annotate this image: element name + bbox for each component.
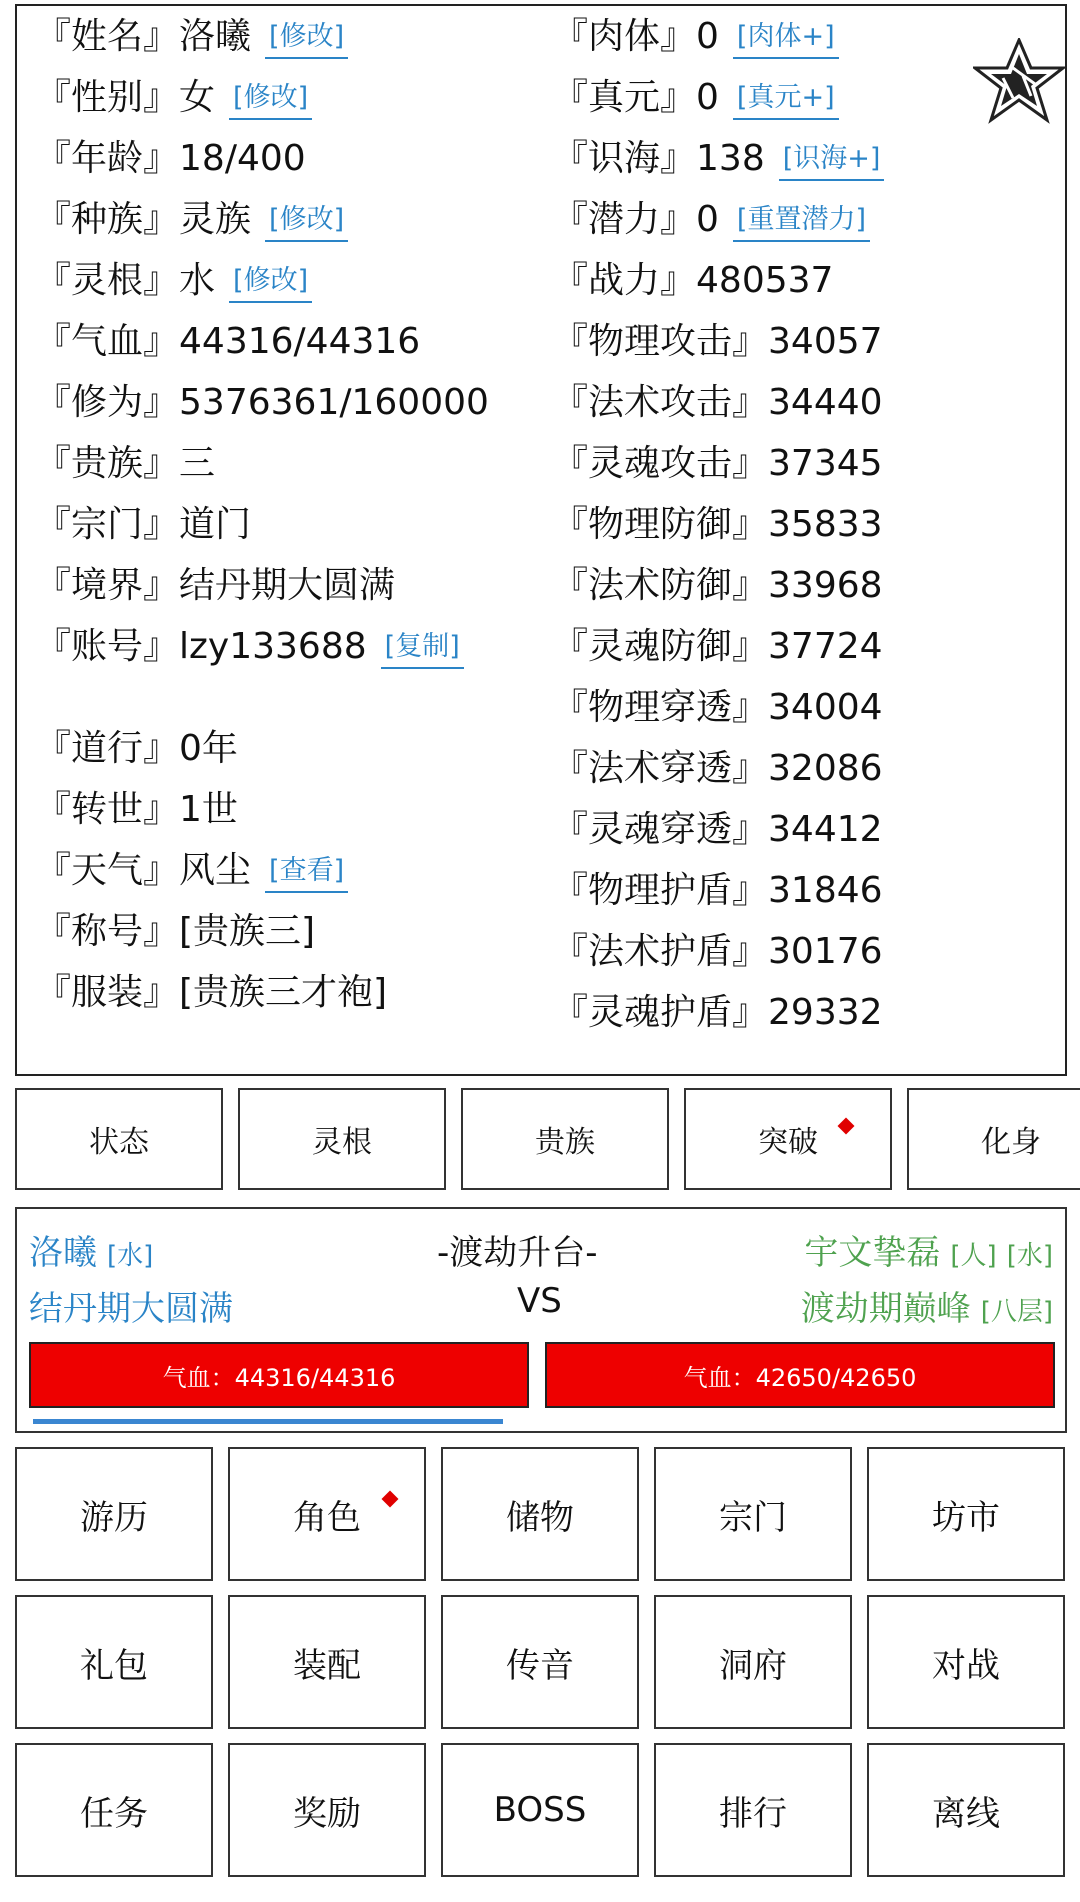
tab-bar bbox=[15, 1088, 1080, 1193]
stat-key: 『服装』 bbox=[35, 972, 180, 1013]
stat-key: 『天气』 bbox=[35, 850, 180, 891]
stat-value: 44316/44316 bbox=[179, 321, 421, 362]
enemy-realm-line bbox=[801, 1281, 1053, 1330]
stat-row-name bbox=[35, 6, 535, 67]
main-menu-grid bbox=[15, 1447, 1067, 1887]
enemy-name-line bbox=[804, 1225, 1053, 1274]
menu-label: 离线 bbox=[932, 1793, 1000, 1834]
stat-key: 『法术穿透』 bbox=[552, 748, 769, 789]
stat-row-account bbox=[25, 616, 535, 718]
stat-key: 『法术护盾』 bbox=[552, 931, 769, 972]
tab-label: 贵族 bbox=[535, 1125, 595, 1160]
game-logo-icon bbox=[973, 38, 1065, 124]
tab-avatar[interactable] bbox=[907, 1088, 1080, 1190]
menu-label: 传音 bbox=[506, 1645, 574, 1686]
stat-value: 34004 bbox=[768, 687, 883, 728]
stat-key: 『贵族』 bbox=[35, 443, 180, 484]
stat-value: 33968 bbox=[768, 565, 883, 606]
menu-quest[interactable] bbox=[15, 1743, 213, 1877]
tab-label: 状态 bbox=[89, 1125, 149, 1160]
menu-reward[interactable] bbox=[228, 1743, 426, 1877]
stat-value: lzy133688 bbox=[179, 626, 367, 667]
stat-value: 0 bbox=[696, 16, 719, 57]
stat-row-root bbox=[35, 250, 535, 311]
stat-key: 『灵魂攻击』 bbox=[552, 443, 769, 484]
stat-row-race bbox=[35, 189, 535, 250]
outfit-link[interactable]: [贵族三才袍] bbox=[179, 972, 388, 1013]
stat-key: 『物理防御』 bbox=[552, 504, 769, 545]
battle-title: -渡劫升台- bbox=[437, 1233, 598, 1273]
stat-key: 『宗门』 bbox=[35, 504, 180, 545]
menu-label: 奖励 bbox=[293, 1793, 361, 1834]
menu-label: 洞府 bbox=[719, 1645, 787, 1686]
stat-key: 『账号』 bbox=[35, 626, 180, 667]
menu-label: 任务 bbox=[80, 1793, 148, 1834]
stat-key: 『修为』 bbox=[35, 382, 180, 423]
tab-breakthrough[interactable] bbox=[684, 1088, 892, 1190]
stat-value: 5376361/160000 bbox=[179, 382, 489, 423]
menu-label: 角色 bbox=[293, 1497, 361, 1538]
menu-market[interactable] bbox=[867, 1447, 1065, 1581]
vs-label: VS bbox=[517, 1281, 562, 1321]
stat-value: 31846 bbox=[768, 870, 883, 911]
stat-row-magic-pen bbox=[552, 738, 1052, 799]
stat-key: 『种族』 bbox=[35, 199, 180, 240]
menu-label: 游历 bbox=[80, 1497, 148, 1538]
stat-row-rebirth bbox=[35, 779, 535, 840]
stat-key: 『年龄』 bbox=[35, 138, 180, 179]
enemy-level-tag: [八层] bbox=[980, 1297, 1053, 1327]
stat-row-magic-shield bbox=[552, 921, 1052, 982]
player-hp-text: 气血：44316/44316 bbox=[162, 1363, 396, 1392]
stat-key: 『灵魂防御』 bbox=[552, 626, 769, 667]
profile-right-column bbox=[552, 6, 1052, 1043]
stat-row-sect bbox=[35, 494, 535, 555]
menu-label: 储物 bbox=[506, 1497, 574, 1538]
player-name: 洛曦 bbox=[29, 1233, 97, 1273]
menu-equip[interactable] bbox=[228, 1595, 426, 1729]
battle-panel bbox=[15, 1207, 1067, 1433]
menu-label: BOSS bbox=[493, 1790, 587, 1830]
player-realm: 结丹期大圆满 bbox=[29, 1289, 233, 1329]
stat-row-title bbox=[35, 901, 535, 962]
stat-value: 34440 bbox=[768, 382, 883, 423]
stat-value: 道门 bbox=[179, 504, 252, 545]
title-link[interactable]: [贵族三] bbox=[179, 911, 316, 952]
essence-plus-link[interactable]: [真元+] bbox=[733, 78, 839, 120]
menu-label: 装配 bbox=[293, 1645, 361, 1686]
stat-key: 『识海』 bbox=[552, 138, 697, 179]
view-weather-link[interactable]: [查看] bbox=[265, 851, 348, 893]
menu-character[interactable] bbox=[228, 1447, 426, 1581]
stat-row-weather bbox=[35, 840, 535, 901]
edit-gender-link[interactable]: [修改] bbox=[229, 78, 312, 120]
stat-value: 洛曦 bbox=[179, 16, 252, 57]
battle-progress-bar bbox=[33, 1419, 503, 1424]
stat-value: 18/400 bbox=[179, 138, 306, 179]
stat-row-realm bbox=[35, 555, 535, 616]
edit-race-link[interactable]: [修改] bbox=[265, 200, 348, 242]
stat-value: 29332 bbox=[768, 992, 883, 1033]
stat-row-phys-def bbox=[552, 494, 1052, 555]
stat-key: 『潜力』 bbox=[552, 199, 697, 240]
stat-value: 34412 bbox=[768, 809, 883, 850]
stat-row-phys-atk bbox=[552, 311, 1052, 372]
stat-row-power bbox=[552, 250, 1052, 311]
stat-key: 『灵根』 bbox=[35, 260, 180, 301]
stat-value: 0 bbox=[696, 199, 719, 240]
stat-row-cutoff bbox=[35, 1023, 535, 1043]
menu-label: 排行 bbox=[719, 1793, 787, 1834]
menu-gift[interactable] bbox=[15, 1595, 213, 1729]
player-name-line bbox=[29, 1225, 153, 1274]
stat-row-soul-atk bbox=[552, 433, 1052, 494]
profile-panel bbox=[15, 4, 1067, 1076]
stat-value: 三 bbox=[179, 443, 216, 484]
stat-row-age bbox=[35, 128, 535, 189]
stat-value: 35833 bbox=[768, 504, 883, 545]
enemy-race-tag: [人] bbox=[950, 1241, 997, 1271]
stat-row-magic-def bbox=[552, 555, 1052, 616]
stat-row-soul-def bbox=[552, 616, 1052, 677]
stat-value: 480537 bbox=[696, 260, 834, 301]
stat-value: 0 bbox=[696, 77, 719, 118]
stat-row-noble bbox=[35, 433, 535, 494]
copy-account-link[interactable]: [复制] bbox=[381, 627, 464, 669]
profile-left-column bbox=[35, 6, 535, 1043]
tab-label: 化身 bbox=[981, 1125, 1041, 1160]
stat-key: 『气血』 bbox=[35, 321, 180, 362]
stat-row-outfit bbox=[35, 962, 535, 1023]
player-hp-bar bbox=[29, 1342, 529, 1408]
stat-key: 『物理攻击』 bbox=[552, 321, 769, 362]
stat-value: 30176 bbox=[768, 931, 883, 972]
menu-ranking[interactable] bbox=[654, 1743, 852, 1877]
enemy-hp-text: 气血：42650/42650 bbox=[683, 1363, 917, 1392]
stat-key: 『肉体』 bbox=[552, 16, 697, 57]
stat-key: 『境界』 bbox=[35, 565, 180, 606]
stat-row-potential bbox=[552, 189, 1052, 250]
tab-noble[interactable] bbox=[461, 1088, 669, 1190]
menu-label: 对战 bbox=[932, 1645, 1000, 1686]
menu-offline[interactable] bbox=[867, 1743, 1065, 1877]
player-element-tag: [水] bbox=[107, 1241, 154, 1271]
stat-value: 灵族 bbox=[179, 199, 252, 240]
body-plus-link[interactable]: [肉体+] bbox=[733, 17, 839, 59]
stat-row-magic-atk bbox=[552, 372, 1052, 433]
enemy-hp-bar bbox=[545, 1342, 1055, 1408]
stat-row-hp bbox=[35, 311, 535, 372]
menu-cave[interactable] bbox=[654, 1595, 852, 1729]
tab-label: 突破 bbox=[758, 1125, 818, 1160]
stat-key: 『灵魂护盾』 bbox=[552, 992, 769, 1033]
stat-key: 『性别』 bbox=[35, 77, 180, 118]
stat-key: 『姓名』 bbox=[35, 16, 180, 57]
stat-key: 『战力』 bbox=[552, 260, 697, 301]
menu-message[interactable] bbox=[441, 1595, 639, 1729]
mind-plus-link[interactable]: [识海+] bbox=[779, 139, 885, 181]
edit-name-link[interactable]: [修改] bbox=[265, 17, 348, 59]
notification-dot-icon bbox=[838, 1118, 855, 1135]
enemy-name: 宇文挚磊 bbox=[804, 1233, 941, 1273]
stat-row-soul-shield bbox=[552, 982, 1052, 1043]
stat-key: 『法术攻击』 bbox=[552, 382, 769, 423]
stat-value: 37345 bbox=[768, 443, 883, 484]
stat-row-soul-pen bbox=[552, 799, 1052, 860]
notification-dot-icon bbox=[382, 1491, 399, 1508]
stat-row-dao bbox=[35, 718, 535, 779]
stat-key: 『物理穿透』 bbox=[552, 687, 769, 728]
tab-label: 灵根 bbox=[312, 1125, 372, 1160]
menu-label: 宗门 bbox=[719, 1497, 787, 1538]
tab-status[interactable] bbox=[15, 1088, 223, 1190]
stat-row-cultivation bbox=[35, 372, 535, 433]
stat-key: 『真元』 bbox=[552, 77, 697, 118]
stat-key: 『转世』 bbox=[35, 789, 180, 830]
stat-value: 结丹期大圆满 bbox=[179, 565, 396, 606]
stat-key: 『物理护盾』 bbox=[552, 870, 769, 911]
menu-label: 坊市 bbox=[932, 1497, 1000, 1538]
tab-spirit-root[interactable] bbox=[238, 1088, 446, 1190]
stat-row-mind bbox=[552, 128, 1052, 189]
menu-pvp[interactable] bbox=[867, 1595, 1065, 1729]
stat-value: 1世 bbox=[179, 789, 238, 830]
stat-row-phys-shield bbox=[552, 860, 1052, 921]
enemy-element-tag: [水] bbox=[1006, 1241, 1053, 1271]
reset-potential-link[interactable]: [重置潜力] bbox=[733, 200, 870, 242]
enemy-realm: 渡劫期巅峰 bbox=[800, 1289, 971, 1329]
stat-key: 『道行』 bbox=[35, 728, 180, 769]
stat-key: 『灵魂穿透』 bbox=[552, 809, 769, 850]
stat-value: 138 bbox=[696, 138, 765, 179]
stat-value: 水 bbox=[179, 260, 216, 301]
menu-storage[interactable] bbox=[441, 1447, 639, 1581]
stat-key: 『法术防御』 bbox=[552, 565, 769, 606]
stat-value: 37724 bbox=[768, 626, 883, 667]
stat-value: 0年 bbox=[179, 728, 238, 769]
stat-value: 34057 bbox=[768, 321, 883, 362]
stat-row-gender bbox=[35, 67, 535, 128]
menu-label: 礼包 bbox=[80, 1645, 148, 1686]
menu-travel[interactable] bbox=[15, 1447, 213, 1581]
stat-value: 风尘 bbox=[179, 850, 252, 891]
menu-sect[interactable] bbox=[654, 1447, 852, 1581]
menu-boss[interactable] bbox=[441, 1743, 639, 1877]
edit-root-link[interactable]: [修改] bbox=[229, 261, 312, 303]
stat-key: 『称号』 bbox=[35, 911, 180, 952]
stat-value: 32086 bbox=[768, 748, 883, 789]
stat-value: 女 bbox=[179, 77, 216, 118]
stat-row-phys-pen bbox=[552, 677, 1052, 738]
